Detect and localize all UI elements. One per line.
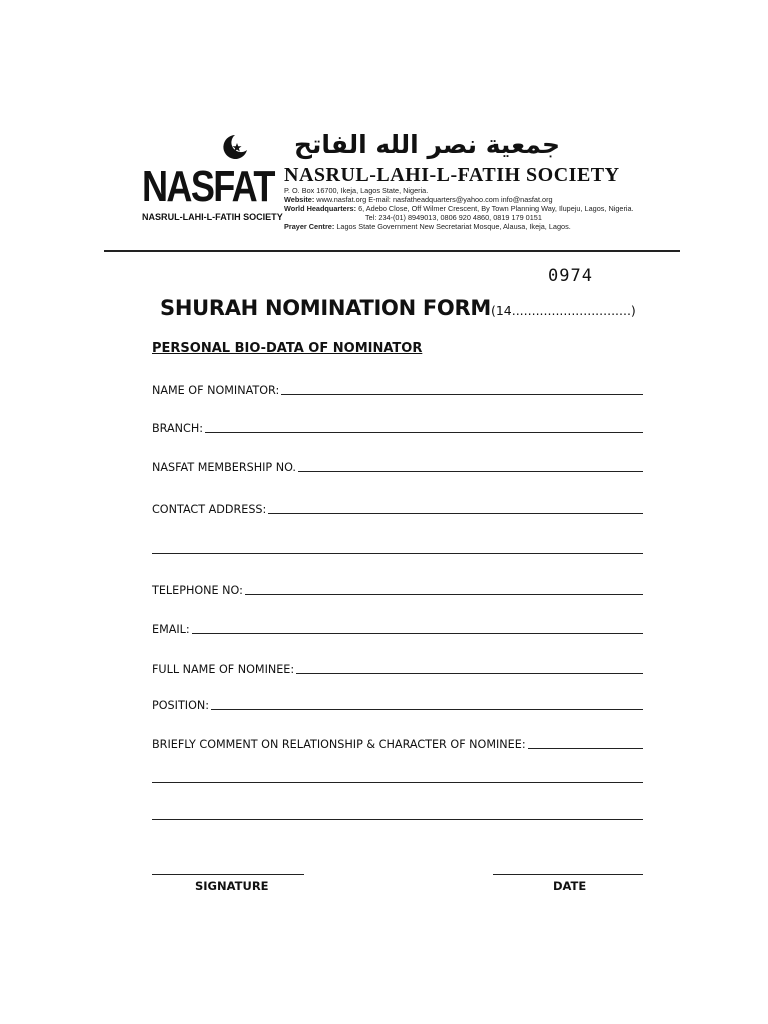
form-title bbox=[160, 296, 636, 320]
nominee-name-label: FULL NAME OF NOMINEE: bbox=[152, 663, 295, 676]
form-title-text: SHURAH NOMINATION FORM bbox=[160, 296, 491, 320]
position-field bbox=[152, 695, 643, 713]
name-of-nominator-label: NAME OF NOMINATOR: bbox=[152, 384, 280, 397]
website-email-line bbox=[284, 195, 553, 204]
date-label: DATE bbox=[553, 879, 587, 893]
telephone-line: Tel: 234-(01) 8949013, 0806 920 4860, 0819 179 0151 bbox=[365, 213, 542, 222]
branch-field bbox=[152, 418, 643, 436]
headquarters-line bbox=[284, 204, 634, 213]
membership-no-field bbox=[152, 457, 643, 475]
comment-line-2[interactable] bbox=[152, 782, 643, 783]
website-text: www.nasfat.org E-mail: nasfatheadquarters@yahoo.com info@nasfat.org bbox=[314, 195, 553, 204]
prayer-centre-text: Lagos State Government New Secretariat Mosque, Alausa, Ikeja, Lagos. bbox=[334, 222, 571, 231]
contact-address-label: CONTACT ADDRESS: bbox=[152, 503, 267, 516]
postal-address: P. O. Box 16700, Ikeja, Lagos State, Nigeria. bbox=[284, 186, 429, 195]
comment-field bbox=[152, 734, 643, 752]
position-line[interactable] bbox=[211, 709, 643, 710]
form-year-blank: (14..............................) bbox=[490, 303, 636, 318]
telephone-no-label: TELEPHONE NO: bbox=[152, 584, 243, 597]
website-label: Website: bbox=[284, 195, 315, 204]
telephone-no-field bbox=[152, 580, 643, 598]
serial-number: 0974 bbox=[548, 266, 593, 286]
name-of-nominator-field bbox=[152, 380, 643, 398]
nasfat-logo bbox=[140, 134, 283, 230]
prayer-centre-label: Prayer Centre: bbox=[284, 222, 335, 231]
headquarters-text: 6, Adebo Close, Off Wilmer Crescent, By Town Planning Way, Ilupeju, Lagos, Nigeria. bbox=[356, 204, 634, 213]
signature-line[interactable] bbox=[152, 874, 304, 875]
contact-address-field bbox=[152, 499, 643, 517]
email-label: EMAIL: bbox=[152, 623, 190, 636]
position-label: POSITION: bbox=[152, 699, 210, 712]
branch-label: BRANCH: bbox=[152, 422, 204, 435]
comment-line[interactable] bbox=[528, 748, 643, 749]
date-line[interactable] bbox=[493, 874, 643, 875]
crescent-star-icon bbox=[222, 134, 248, 160]
logo-subtitle: NASRUL-LAHI-L-FATIH SOCIETY bbox=[142, 212, 283, 223]
logo-wordmark: NASFAT bbox=[142, 162, 274, 211]
nominee-name-field bbox=[152, 659, 643, 677]
section-heading: PERSONAL BIO-DATA OF NOMINATOR bbox=[152, 341, 423, 356]
branch-line[interactable] bbox=[205, 432, 643, 433]
contact-address-line[interactable] bbox=[268, 513, 643, 514]
arabic-society-name: جمعية نصر الله الفاتح bbox=[293, 130, 560, 159]
headquarters-label: World Headquarters: bbox=[284, 204, 357, 213]
society-name: NASRUL-LAHI-L-FATIH SOCIETY bbox=[284, 164, 620, 186]
prayer-centre-line bbox=[284, 222, 571, 231]
membership-no-line[interactable] bbox=[298, 471, 643, 472]
letterhead-divider bbox=[104, 250, 680, 252]
membership-no-label: NASFAT MEMBERSHIP NO. bbox=[152, 461, 296, 474]
comment-line-3[interactable] bbox=[152, 819, 643, 820]
nominee-name-line[interactable] bbox=[296, 673, 643, 674]
contact-address-line-2[interactable] bbox=[152, 553, 643, 554]
comment-label: BRIEFLY COMMENT ON RELATIONSHIP & CHARACTER OF NOMINEE: bbox=[152, 738, 526, 751]
name-of-nominator-line[interactable] bbox=[281, 394, 643, 395]
telephone-no-line[interactable] bbox=[245, 594, 643, 595]
email-field bbox=[152, 619, 643, 637]
signature-label: SIGNATURE bbox=[195, 879, 269, 893]
email-line[interactable] bbox=[192, 633, 643, 634]
